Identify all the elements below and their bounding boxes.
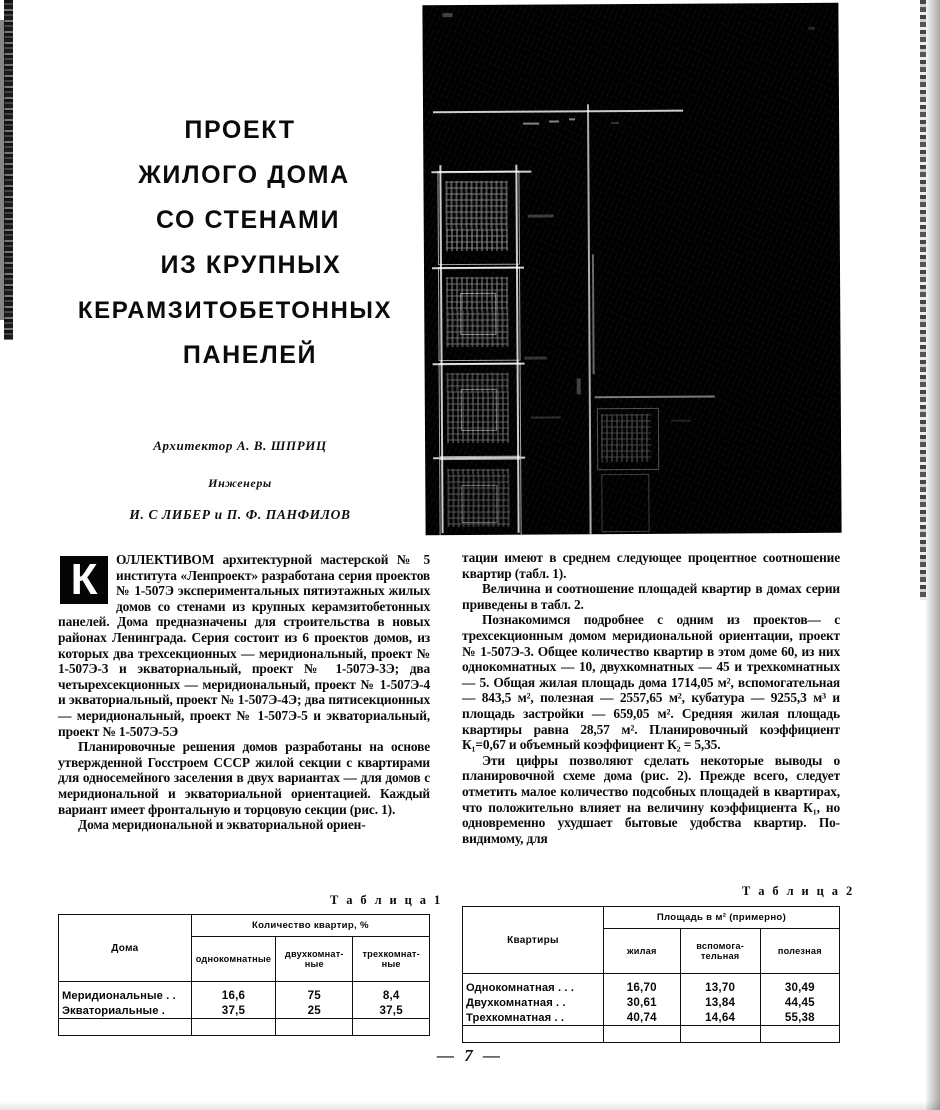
- table-2-cell: 55,38: [760, 1010, 839, 1026]
- table-row: [59, 915, 430, 937]
- table-1-cell: 16,6: [191, 982, 275, 1004]
- table-1-col-2rooms: двухкомнат-ные: [276, 937, 353, 982]
- table-2-cell: 30,61: [603, 995, 680, 1010]
- scan-artifact-bottom-edge: [0, 1100, 940, 1110]
- table-2-caption: Т а б л и ц а 2: [742, 884, 855, 898]
- table-row: [463, 907, 840, 929]
- paragraph-opening-text: ОЛЛЕКТИВОМ архитектурной мастерской № 5 института «Ленпроект» разработана серия проектов № 1-507Э экспериментальных пятиэтажных жилых домов со стенами из крупных керамзитобетонных панелей. Дома предназначены для строительства в новых районах Ленинграда. Серия состоит из 6 проектов домов, из которых два трехсекционных — меридиональный, проект № 1-507Э-3 и экваториальный, проект № 1-507Э-3Э; два четырехсекционных — меридиональный, проект № 1-507Э-4 и экваториальный, проект № 1-507Э-4Э; два пятисекционных — меридиональный, проект № 1-507Э-5 и экваториальный, проект № 1-507Э-5Э: [58, 552, 430, 739]
- table-row: [59, 982, 430, 1004]
- engineers-label: Инженеры: [208, 476, 272, 490]
- table-2-stub-header: Квартиры: [463, 907, 604, 974]
- table-1-col-1rooms: однокомнатные: [191, 937, 275, 982]
- table-2-group-header: Площадь в м² (примерно): [603, 907, 839, 929]
- body-column-left: [58, 552, 430, 833]
- page-number: — 7 —: [437, 1046, 503, 1065]
- paragraph-orientation-start: Дома меридиональной и экваториальной ориен-: [78, 817, 366, 833]
- table-2-col-usable: полезная: [760, 929, 839, 974]
- table-1-cell: 25: [276, 1003, 353, 1019]
- table-1: [58, 914, 430, 1036]
- table-1-col-3rooms: трехкомнат-ные: [353, 937, 430, 982]
- table-2-cell: 14,64: [680, 1010, 760, 1026]
- scan-artifact-right-edge: [926, 0, 940, 1110]
- engineers-credit: И. С ЛИБЕР и П. Ф. ПАНФИЛОВ: [129, 507, 351, 522]
- table-2-cell: 30,49: [760, 974, 839, 996]
- table-2-row-label: Однокомнатная . . .: [463, 974, 604, 996]
- title-line-6: ПАНЕЛЕЙ: [182, 341, 318, 369]
- table-1-cell: 37,5: [353, 1003, 430, 1019]
- scan-artifact-left-edge-secondary: [0, 20, 5, 320]
- table-2-cell: 40,74: [603, 1010, 680, 1026]
- page-title: [40, 108, 430, 378]
- title-line-3: СО СТЕНАМИ: [155, 206, 341, 234]
- paragraph-areas: Величина и соотношение площадей квартир в домах серии приведены в табл. 2.: [462, 581, 840, 612]
- table-2-row-label: Трехкомнатная . .: [463, 1010, 604, 1026]
- paragraph-opening: [58, 552, 430, 739]
- table-2-cell: 13,70: [680, 974, 760, 996]
- table-row: [59, 1003, 430, 1019]
- architect-credit: Архитектор А. В. ШПРИЦ: [153, 438, 327, 453]
- table-1-row-label: Меридиональные . .: [59, 982, 192, 1004]
- scan-artifact-left-edge: [4, 0, 13, 340]
- table-spacer-row: [59, 1019, 430, 1036]
- table-row: [463, 974, 840, 996]
- paragraph-conclusions: Эти цифры позволяют сделать некоторые выводы о планировочной схеме дома (рис. 2). Прежде всего, следует отметить малое количество подсобных площадей в квартирах, что положительно влияет на величину коэффициента К₁, но одновременно ухудшает бытовые удобства квартир. По-видимому, для: [462, 752, 840, 846]
- table-2-cell: 16,70: [603, 974, 680, 996]
- table-row: [463, 995, 840, 1010]
- table-row: [463, 1010, 840, 1026]
- title-line-5: КЕРАМЗИТОБЕТОННЫХ: [77, 297, 393, 324]
- paragraph-project-details: Познакомимся подробнее с одним из проектов— с трехсекционным домом меридиональной ориентации, проект № 1-507Э-3. Общее количество квартир в этом доме 60, из них однокомнатных — 10, двухкомнатных — 45 и трехкомнатных — 5. Общая жилая площадь дома 1714,05 м², вспомогательная — 843,5 м², полезная — 2557,65 м², кубатура — 9255,3 м³ и площадь застройки — 659,05 м². Средняя жилая площадь квартиры равна 28,57 м². Планировочный коэффициент К₁=0,67 и объемный коэффициент К₂ = 5,35.: [462, 612, 840, 753]
- title-line-2: ЖИЛОГО ДОМА: [138, 161, 350, 189]
- paragraph-orientation-cont: тации имеют в среднем следующее процентное соотношение квартир (табл. 1).: [462, 550, 840, 581]
- table-1-caption: Т а б л и ц а 1: [330, 893, 443, 907]
- title-line-4: ИЗ КРУПНЫХ: [160, 251, 342, 279]
- table-2-col-auxiliary: вспомога-тельная: [680, 929, 760, 974]
- building-photograph: [422, 3, 841, 536]
- drop-cap: К: [58, 554, 110, 606]
- table-spacer-row: [463, 1026, 840, 1043]
- table-2: [462, 906, 840, 1043]
- paragraph-planning: Планировочные решения домов разработаны на основе утвержденной Госстроем СССР жилой секции с квартирами для односемейного заселения в двух вариантах — для домов с меридиональной и экваториальной ориентацией. Каждый вариант имеет фронтальную и торцовую секции (рис. 1).: [58, 739, 430, 817]
- title-line-1: ПРОЕКТ: [184, 116, 296, 144]
- body-column-right: [462, 550, 840, 846]
- table-1-cell: 8,4: [353, 982, 430, 1004]
- table-1-group-header: Количество квартир, %: [191, 915, 429, 937]
- table-2-row-label: Двухкомнатная . .: [463, 995, 604, 1010]
- byline: [60, 438, 420, 523]
- table-2-cell: 44,45: [760, 995, 839, 1010]
- table-1-stub-header: Дома: [59, 915, 192, 982]
- table-2-col-living: жилая: [603, 929, 680, 974]
- table-1-cell: 37,5: [191, 1003, 275, 1019]
- table-1-cell: 75: [276, 982, 353, 1004]
- table-2-cell: 13,84: [680, 995, 760, 1010]
- table-1-row-label: Экваториальные .: [59, 1003, 192, 1019]
